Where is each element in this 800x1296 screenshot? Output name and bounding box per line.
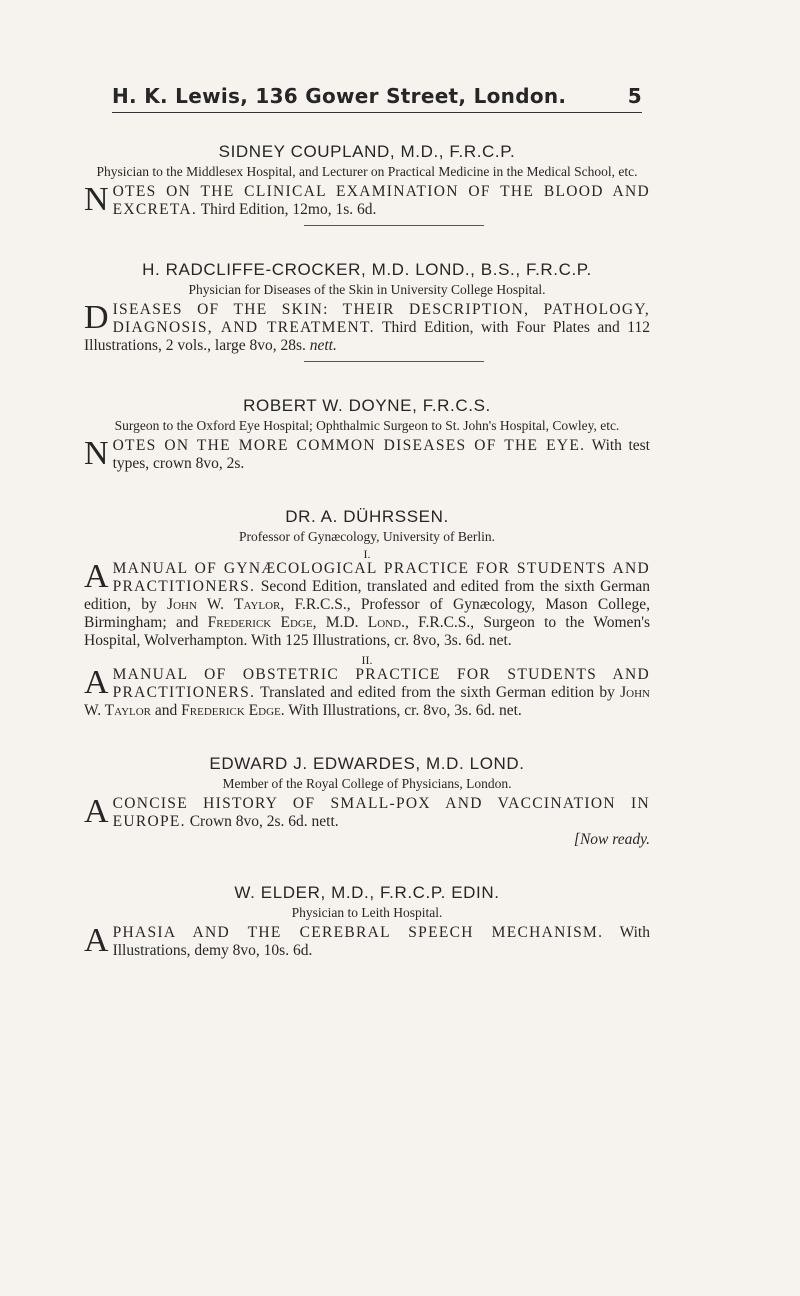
book-listing [84,437,650,473]
drop-cap: A [84,558,109,595]
author-affiliation: Member of the Royal College of Physicians, London. [222,776,512,791]
availability-note: [Now ready. [573,831,650,848]
book-listing [84,924,650,960]
book-listing [84,666,650,720]
book-details: Third Edition, 12mo, 1s. 6d. [200,201,377,218]
book-listing [84,795,650,831]
drop-cap: N [84,181,109,218]
book-details: Third Edition, with Four Plates and 112 Illustrations, 2 vols., large 8vo, 28s. [84,319,650,354]
author-name: EDWARD J. EDWARDES, M.D. LOND. [209,754,525,773]
author-affiliation: Professor of Gynæcology, University of Berlin. [239,529,495,544]
drop-cap: A [84,922,109,959]
book-title: MANUAL OF OBSTETRIC PRACTICE FOR STUDENTS AND PRACTITIONERS. [112,666,650,701]
person-name: Frederick Edge [181,702,281,719]
book-details: Crown 8vo, 2s. 6d. nett. [189,813,339,830]
book-details: , F.R.C.S., Surgeon to the Women's Hospital, Wolverhampton. With 125 Illustrations, cr. 8vo, 3s. 6d. net. [84,614,651,649]
author-name: H. RADCLIFFE-CROCKER, M.D. LOND., B.S., F.R.C.P. [142,260,592,279]
author-entry [84,142,650,226]
separator-rule [304,225,484,226]
author-affiliation: Surgeon to the Oxford Eye Hospital; Ophthalmic Surgeon to St. John's Hospital, Cowley, etc. [114,418,620,433]
book-details: . With Illustrations, cr. 8vo, 3s. 6d. net. [280,702,522,719]
book-details: With Illustrations, demy 8vo, 10s. 6d. [112,924,650,959]
drop-cap: A [84,664,109,701]
book-title: MANUAL OF GYNÆCOLOGICAL PRACTICE FOR STUDENTS AND PRACTITIONERS. [112,560,650,595]
author-entry [84,396,650,473]
book-title: ISEASES OF THE SKIN: THEIR DESCRIPTION, PATHOLOGY, DIAGNOSIS, AND TREATMENT. [112,301,650,336]
book-details: With test types, crown 8vo, 2s. [112,437,650,472]
book-details: , F.R.C.S., Professor of Gynæcology, Mason College, Birmingham; and [84,596,650,631]
book-details: Second Edition, translated and edited from the sixth German edition, by [84,578,651,613]
person-name: Frederick Edge [207,614,313,631]
book-listing [84,560,650,650]
page-number: 5 [627,84,642,108]
drop-cap: A [84,793,109,830]
separator-rule [304,361,484,362]
author-name: DR. A. DÜHRSSEN. [285,507,449,526]
running-head [112,84,642,113]
drop-cap: N [84,435,109,472]
volume-numeral: I. [363,547,371,561]
person-name: Lond. [367,614,405,631]
book-listing [84,183,650,219]
book-details-nett: nett. [309,337,337,354]
book-details: , M.D. [312,614,368,631]
person-name: John W. Taylor [84,684,650,719]
author-entry [84,754,650,849]
person-name: John W. Taylor [167,596,281,613]
volume-numeral: II. [361,653,373,667]
author-name: ROBERT W. DOYNE, F.R.C.S. [243,396,491,415]
catalogue-entries [84,142,650,994]
author-name: W. ELDER, M.D., F.R.C.P. EDIN. [234,883,500,902]
author-affiliation: Physician for Diseases of the Skin in University College Hospital. [188,282,546,297]
book-listing [84,301,650,355]
author-entry [84,883,650,960]
author-entry [84,260,650,362]
book-details: Translated and edited from the sixth German edition by [260,684,621,701]
author-affiliation: Physician to the Middlesex Hospital, and Lecturer on Practical Medicine in the Medical School, etc. [96,164,638,179]
publisher-line: H. K. Lewis, 136 Gower Street, London. [112,84,567,108]
book-title: OTES ON THE MORE COMMON DISEASES OF THE EYE. [112,437,586,454]
book-title: CONCISE HISTORY OF SMALL-POX AND VACCINATION IN EUROPE. [112,795,650,830]
author-affiliation: Physician to Leith Hospital. [291,905,443,920]
book-title: PHASIA AND THE CEREBRAL SPEECH MECHANISM. [112,924,604,941]
book-title: OTES ON THE CLINICAL EXAMINATION OF THE BLOOD AND EXCRETA. [112,183,650,218]
author-entry [84,507,650,720]
author-name: SIDNEY COUPLAND, M.D., F.R.C.P. [218,142,516,161]
drop-cap: D [84,299,109,336]
book-details: and [151,702,182,719]
